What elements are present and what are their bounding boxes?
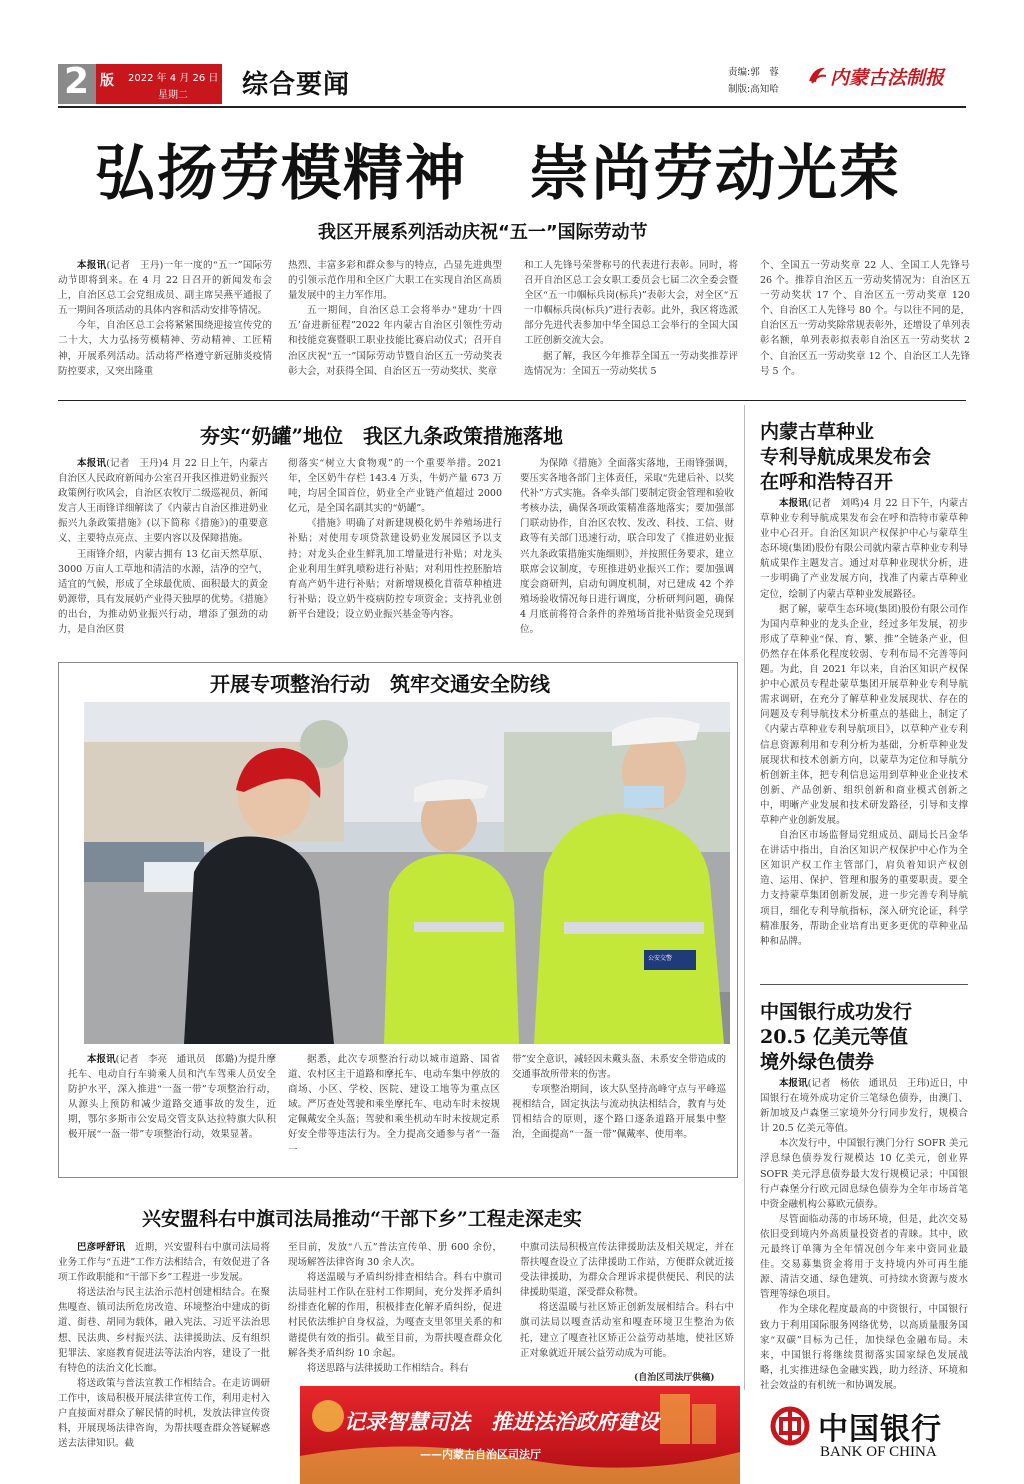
xinan-col-3 bbox=[520, 1240, 734, 1380]
xinan-headline: 兴安盟科右中旗司法局推动“干部下乡”工程走深走实 bbox=[142, 1208, 582, 1230]
justice-ad-sub: ——内蒙古自治区司法厅 bbox=[420, 1448, 541, 1461]
bank-body bbox=[760, 1076, 968, 1398]
seed-p3: 自治区市场监督局党组成员、副局长吕金华在讲话中指出，自治区知识产权保护中心作为全区知识产权工作主管部门，肩负着知识产权创造、运用、保护、管理和服务的重要职责。要全力支持蒙草集团创新发展，进一步完善专利导航项目，细化专利导航指标，深入研究论证，科学精准服务，帮助企业培育出更多更优的草种业品种和品牌。 bbox=[760, 830, 968, 947]
seed-headline-line-3: 在呼和浩特召开 bbox=[760, 471, 894, 493]
traffic-col3b-text: 专项整治期间，该大队坚持高峰守点与平峰巡视相结合，固定执法与流动执法相结合，教育与处罚相结合的原则，逐个路口逐条道路开展集中整治，全面提高“一盔一带”佩戴率、使用率。 bbox=[512, 1084, 726, 1141]
lead-col4-text: 个、全国五一劳动奖章 22 人、全国工人先锋号 26 个。推荐自治区五一劳动奖情况为：自治区五一劳动奖状 17 个、自治区五一劳动奖章 120 个、自治区工人先锋号 80 个。与以往不同的是，自治区五一劳动奖除常规表彰外，还增设了单列表彰名额，单列表彰拟表彰自治区五一劳动奖状 2 个、自治区五一劳动奖章 12 个、自治区工人先锋号 5 个。 bbox=[760, 260, 970, 377]
lead-bottom-rule bbox=[58, 400, 966, 401]
seed-headline bbox=[760, 420, 931, 495]
xinan-col2c-text: 将送思路与法律援助工作相结合。科右 bbox=[307, 1362, 469, 1374]
traffic-col3a-text: 带”安全意识，减轻因未戴头盔、未系安全带造成的交通事故所带来的伤害。 bbox=[512, 1054, 726, 1081]
lead-subhead: 我区开展系列活动庆祝“五一”国际劳动节 bbox=[318, 222, 648, 243]
boc-en-name: BANK OF CHINA bbox=[820, 1444, 937, 1460]
traffic-col2-text: 据悉，此次专项整治行动以城市道路、国省道、农村区主干道路和摩托车、电动车集中停放的商场、小区、学校、医院、建设工地等为重点区域。严厉查处驾驶和乘坐摩托车、电动车时未按规定佩戴安全头盔；驾驶和乘坐机动车时未按规定系好安全带等违法行为。全力提高交通参与者“一盔一 bbox=[288, 1054, 500, 1156]
editor-credit: 责编:郭 蓉 bbox=[728, 67, 779, 78]
seed-bottom-rule bbox=[760, 984, 968, 985]
justice-ad-title: 记录智慧司法 推进法治政府建设 bbox=[344, 1410, 659, 1434]
milk-col1a-text: 4 月 22 日上午，内蒙古自治区人民政府新闻办公室召开我区推进奶业振兴政策例行吹风会，自治区农牧厅二级巡视员、新闻发言人王雨锋详细解读了《内蒙古自治区推进奶业振兴九条政策措施》(以下简称《措施》)的重要意义、主要特点亮点、主要内容以及保障措施。 bbox=[58, 458, 268, 545]
milk-col-1 bbox=[58, 456, 268, 652]
milk-col2a-text: 彻落实“树立大食物观”的一个重要举措。2021 年，全区奶牛存栏 143.4 万头，牛奶产量 673 万吨，均居全国首位，奶业全产业链产值超过 2000 亿元，是全国名副其实的“奶罐”。 bbox=[288, 458, 502, 515]
traffic-col-2 bbox=[288, 1052, 500, 1170]
bank-byline-note: (记者 杨依 通讯员 王玮) bbox=[807, 1078, 930, 1089]
section-title: 综合要闻 bbox=[242, 70, 351, 100]
milk-headline: 夯实“奶罐”地位 我区九条政策措施落地 bbox=[200, 424, 564, 448]
milk-col-3 bbox=[520, 456, 734, 652]
bank-p1: 近日，中国银行在境外成功定价三笔绿色债券，由澳门、新加坡及卢森堡三家境外分行同步发行，规模合计 20.5 亿美元等值。 bbox=[760, 1078, 968, 1135]
lead-col2a-text: 热烈、丰富多彩和群众参与的特点，凸显先进典型的引领示范作用和全区广大职工在实现自治区高质量发展中的主力军作用。 bbox=[288, 260, 502, 302]
bank-p4: 作为全球化程度最高的中资银行，中国银行致力于利用国际服务网络优势，以高质量服务国家“双碳”目标为己任，加快绿色金融布局。未来，中国银行将继续贯彻落实国家绿色发展战略，扎实推进绿色金融实践，助力经济、环境和社会效益的有机统一和协调发展。 bbox=[760, 1304, 968, 1391]
lead-col3-text: 和工人先锋号荣誉称号的代表进行表彰。同时，将召开自治区总工会女职工委员会七届二次全委会暨全区“五一巾帼标兵岗(标兵)”表彰大会，对全区“五一巾帼标兵岗(标兵)”进行表彰。此外，我区将选派部分先进代表参加中华全国总工会举行的全国大国工匠创新交流大会。 bbox=[524, 260, 738, 347]
bank-p2: 本次发行中，中国银行澳门分行 SOFR 美元浮息绿色债券发行规模达 10 亿美元，创业界 SOFR 美元浮息债券最大发行规模记录；中国银行卢森堡分行欧元固息绿色债券为全年市场首笔中资金融机构公募欧元债券。 bbox=[760, 1138, 968, 1210]
traffic-col-3 bbox=[512, 1052, 726, 1170]
xinan-col1b-text: 将送法治与民主法治示范村创建相结合。在聚焦嘎查、镇司法所危房改造、环境整治中建成的街道、街巷、胡同为载体，融入宪法、习近平法治思想、民法典、乡村振兴法、法律援助法、反有组织犯罪法、家庭教育促进法等法治内容，建设了一批有特色的法治文化长廊。 bbox=[58, 1287, 270, 1374]
xinan-col1c-text: 将送政策与普法宣教工作相结合。在走访调研工作中，该局积极开展法律宣传工作，利用走村入户直接面对群众了解民情的时机，发放法律宣传资料，开展现场法律咨询，为帮扶嘎查群众答疑解惑送去法律知识。截 bbox=[58, 1377, 270, 1450]
xinan-col3a-text: 中旗司法局积极宣传法律援助法及相关规定，并在帮扶嘎查设立了法律援助工作站，方便群众就近接受法律援助，为群众合理诉求提供便民、利民的法律援助渠道，深受群众称赞。 bbox=[520, 1242, 734, 1299]
milk-byline: 本报讯 bbox=[77, 458, 107, 469]
lead-byline-note: (记者 王丹) bbox=[106, 260, 164, 271]
traffic-byline-note: (记者 李亮 通讯员 郎璐) bbox=[115, 1054, 238, 1065]
seed-p2: 据了解，蒙草生态环境(集团)股份有限公司作为国内草种业的龙头企业，经过多年发展，初步形成了草种业“保、育、繁、推”全链条产业，但仍然存在体系化程度较弱、专利布局不完善等问题。为此，自 2021 年以来，自治区知识产权保护中心派员专程赴蒙草集团开展草种业专利导航需求调研，在充分了解草种业发展现状、存在的问题及专利导航技术分析重点的基础上，制定了《内蒙古草种业专利导航项目》，以草种产业专利信息资源利用和专利分析为基础，分析草种业发展现状和技术创新方向，以蒙草为定位和导航分析创新主体，把专利信息运用到草种业企业技术创新、产品创新、组织创新和商业模式创新之中，明晰产业发展和技术研发路径，引导和支撑草种产业创新发展。 bbox=[760, 603, 968, 826]
bank-headline-line-3: 境外绿色债券 bbox=[760, 1051, 875, 1073]
masthead-rule bbox=[58, 106, 966, 108]
boc-cn-name: 中国银行 bbox=[818, 1412, 942, 1447]
bank-headline-line-2: 20.5 亿美元等值 bbox=[760, 1026, 908, 1048]
lead-col-2 bbox=[288, 258, 502, 394]
traffic-headline: 开展专项整治行动 筑牢交通安全防线 bbox=[210, 672, 550, 696]
xinan-col2a-text: 至目前，发放“八五”普法宣传单、册 600 余份，现场解答法律咨询 30 余人次。 bbox=[288, 1242, 502, 1269]
ban-label: 版 bbox=[100, 73, 114, 89]
lead-col3b-text: 据了解，我区今年推荐全国五一劳动奖推荐评选情况为：全国五一劳动奖状 5 bbox=[524, 350, 738, 377]
bank-p3: 尽管面临动荡的市场环境，但是，此次交易依旧受到境内外高质量投资者的青睐。其中，欧元最终订单簿为全年情况创今年来中资同业最佳。交易募集资金将用于支持境内外可再生能源、清洁交通、绿色建筑、可持续水资源与废水管理等绿色项目。 bbox=[760, 1213, 968, 1301]
traffic-col-1 bbox=[68, 1052, 276, 1170]
seed-body bbox=[760, 496, 968, 974]
bank-headline-line-1: 中国银行成功发行 bbox=[760, 1001, 913, 1023]
issue-date: 2022 年 4 月 26 日 bbox=[128, 73, 219, 84]
paper-name: 内蒙古法制报 bbox=[830, 67, 945, 89]
seed-headline-line-1: 内蒙古草种业 bbox=[760, 421, 875, 443]
seed-headline-line-2: 专利导航成果发布会 bbox=[760, 446, 932, 468]
producer-credit: 制版:高知哈 bbox=[728, 84, 779, 95]
xinan-col3b-text: 将送温暖与社区矫正创新发展相结合。科右中旗司法局以嘎查活动室和嘎查环境卫生整治为依托，建立了嘎查社区矫正公益劳动基地，使社区矫正对象就近开展公益劳动成为可能。 bbox=[520, 1302, 734, 1359]
lead-headline: 弘扬劳模精神 崇尚劳动光荣 bbox=[95, 139, 901, 209]
right-column-divider bbox=[744, 405, 745, 1390]
xinan-byline: 巴彦呼舒讯 bbox=[77, 1242, 126, 1253]
bank-headline bbox=[760, 1000, 912, 1075]
milk-col1b-text: 王雨锋介绍，内蒙古拥有 13 亿亩天然草原、3000 万亩人工草地和清洁的水源，洁净的空气，适宜的气候，形成了全球最优质、面积最大的黄金奶源带，具有发展奶产业得天独厚的优势。《措施》的出台，为推动奶业振兴行动，增添了强劲的动力，是自治区贯 bbox=[58, 548, 268, 636]
bank-byline: 本报讯 bbox=[779, 1078, 808, 1089]
seed-byline: 本报讯 bbox=[779, 498, 808, 509]
lead-col-1 bbox=[58, 258, 272, 394]
milk-col-2 bbox=[288, 456, 502, 652]
lead-col-3 bbox=[524, 258, 738, 394]
milk-byline-note: (记者 王丹) bbox=[106, 458, 163, 469]
traffic-col1-text: 为提升摩托车、电动自行车骑乘人员和汽车驾乘人员安全防护水平，深入推进“一盔一带”专项整治行动，从源头上预防和减少道路交通事故的发生，近期，鄂尔多斯市公安局交管支队达拉特旗大队积极开展“一盔一带”专项整治行动，效果显著。 bbox=[68, 1054, 276, 1141]
milk-col3a-text: 为保障《措施》全面落实落地，王雨锋强调，要压实各地各部门主体责任，采取“先建后补、以奖代补”方式实施。各牵头部门要制定资金管理和验收考核办法，确保各项政策精准落地落实；要加强部门联动协作，自治区农牧、发改、科技、工信、财政等有关部门迅速行动，联合印发了《推进奶业振兴九条政策措施实施细则》，并按照任务要求，建立联席会议制度，专班推进奶业振兴工作；要加强调度会商研判，启动旬调度机制，对已建成 42 个养殖场验收情况每日进行调度，分析研判问题，确保 4 月底前将符合条件的养殖场首批补贴资金兑现到位。 bbox=[520, 458, 734, 636]
issue-weekday: 星期二 bbox=[158, 90, 188, 101]
lead-byline: 本报讯 bbox=[77, 260, 107, 271]
traffic-photo-image bbox=[84, 702, 730, 1044]
milk-col2b-text: 《措施》明确了对新建规模化奶牛养殖场进行补贴；对使用专项贷款建设奶业发展园区予以支持；对龙头企业生鲜乳加工增量进行补贴；对龙头企业利用生鲜乳喷粉进行补贴；对利用性控胚胎培育高产奶牛进行补贴；对新增规模化苜蓿草种植进行补贴；设立奶牛疫病防控专项资金；支持乳业创新平台建设；设立奶业振兴基金等内容。 bbox=[288, 518, 502, 620]
paper-logo-icon bbox=[806, 64, 828, 86]
boc-logo-icon bbox=[770, 1406, 810, 1446]
traffic-photo bbox=[84, 702, 730, 1044]
lead-col2b-text: 五一期间，自治区总工会将举办“建功‘十四五’奋进新征程”2022 年内蒙古自治区引领性劳动和技能竞赛暨职工职业技能比赛启动仪式；召开自治区庆祝“五一”国际劳动节暨自治区五一劳动奖表彰大会，对获得全国、自治区五一劳动奖状、奖章 bbox=[288, 305, 502, 377]
seed-byline-note: (记者 刘鸣) bbox=[807, 498, 864, 509]
xinan-col-2 bbox=[288, 1240, 502, 1380]
xinan-col-1 bbox=[58, 1240, 270, 1472]
police-badge-text: 公安交警 bbox=[648, 955, 673, 962]
lead-col1-text: 一年一度的“五一”国际劳动节即将到来。在 4 月 22 日召开的新闻发布会上，自治区总工会党组成员、副主席吴燕平通报了五一期间各项活动的具体内容和活动安排等情况。 bbox=[58, 260, 272, 317]
traffic-byline: 本报讯 bbox=[87, 1054, 116, 1065]
xinan-col1a-text: 近期，兴安盟科右中旗司法局将业务工作与“五进”工作方法相结合，有效促进了各项工作政职能和“干部下乡”工程进一步发展。 bbox=[58, 1242, 270, 1284]
lead-col-4 bbox=[760, 258, 970, 394]
lead-col1b-text: 今年，自治区总工会将紧紧围绕迎接宣传党的二十大，大力弘扬劳模精神、劳动精神、工匠精神，开展系列活动。活动将严格遵守新冠肺炎疫情防控要求，又突出隆重 bbox=[58, 320, 272, 377]
xinan-credit: (自治区司法厅供稿) bbox=[634, 1373, 715, 1383]
seed-p1: 4 月 22 日下午，内蒙古草种业专利导航成果发布会在呼和浩特市蒙草种业中心召开。自治区知识产权保护中心与蒙草生态环境(集团)股份有限公司就内蒙古草种业专利导航成果作主题发言。通过对草种业现状分析，进一步明确了产业发展方向，找准了内蒙古草种业定位，绘制了内蒙古草种业发展路径。 bbox=[760, 498, 968, 600]
page-number: 2 bbox=[64, 61, 90, 102]
xinan-col2b-text: 将送温暖与矛盾纠纷排查相结合。科右中旗司法局驻村工作队在驻村工作期间，充分发挥矛盾纠纷排查化解的作用，积极排查化解矛盾纠纷，促进村民依法维护自身权益，为嘎查支里邻里关系的和谐提供有效的指引。截至目前，为帮扶嘎查群众化解各类矛盾纠纷 10 余起。 bbox=[288, 1272, 502, 1359]
